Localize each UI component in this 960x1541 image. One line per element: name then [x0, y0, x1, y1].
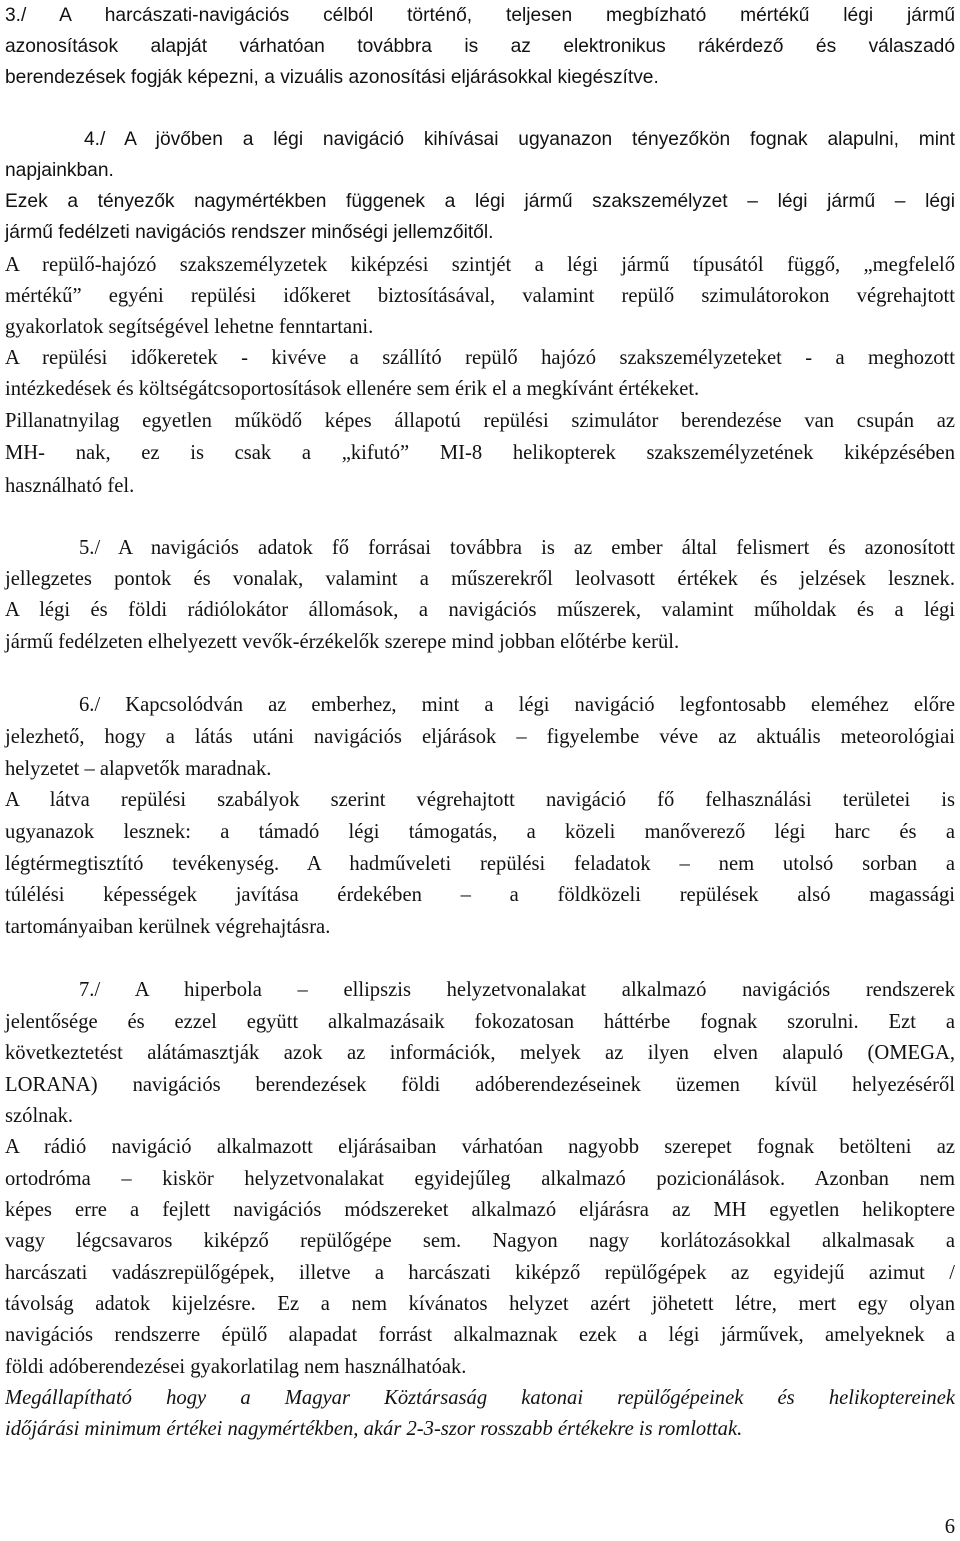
text-line: LORANA) navigációs berendezések földi adóberendezéseinek üzemen kívül helyezéséről [5, 1074, 955, 1096]
text-line: MH- nak, ez is csak a „kifutó” MI-8 helikopterek szakszemélyzetének kiképzésében [5, 442, 955, 464]
text-line: 3./ A harcászati-navigációs célból történő, teljesen megbízható mértékű légi jármű [5, 5, 955, 26]
text-line: mértékű” egyéni repülési időkeret biztosításával, valamint repülő szimulátorokon végrehajtott [5, 285, 955, 307]
text-line: harcászati vadászrepülőgépek, illetve a harcászati kiképző repülőgépek az egyidejű azimut / [5, 1262, 955, 1284]
text-line: jármű fedélzeten elhelyezett vevők-érzékelők szerepe mind jobban előtérbe kerül. [5, 631, 680, 653]
text-line: navigációs rendszerre épülő alapadat forrást alkalmaznak ezek a légi járművek, amelyeknek a [5, 1324, 955, 1346]
text-line: Ezek a tényezők nagymértékben függenek a légi jármű szakszemélyzet – légi jármű – légi [5, 191, 955, 212]
text-line: jármű fedélzeti navigációs rendszer minőségi jellemzőitől. [5, 222, 494, 243]
text-line: berendezések fogják képezni, a vizuális azonosítási eljárásokkal kiegészítve. [5, 67, 659, 88]
text-line: jelentősége és ezzel együtt alkalmazásaik fokozatosan háttérbe fognak szorulni. Ezt a [5, 1011, 955, 1033]
text-line: földi adóberendezései gyakorlatilag nem használhatóak. [5, 1356, 467, 1378]
text-line: 5./ A navigációs adatok fő forrásai továbbra is az ember által felismert és azonosított [79, 537, 955, 559]
text-line: intézkedések és költségátcsoportosítások ellenére sem érik el a megkívánt értékeket. [5, 378, 700, 400]
text-line: napjainkban. [5, 160, 114, 181]
text-line: légtérmegtisztító tevékenység. A hadműveleti repülési feladatok – nem utolsó sorban a [5, 853, 955, 875]
text-line: A rádió navigáció alkalmazott eljárásaiban várhatóan nagyobb szerepet fognak betölteni az [5, 1136, 955, 1158]
text-line: használható fel. [5, 475, 135, 497]
text-line: A repülési időkeretek - kivéve a szállító repülő hajózó szakszemélyzeteket - a meghozott [5, 347, 955, 369]
page-number: 6 [944, 1516, 955, 1538]
conclusion-line: időjárási minimum értékei nagymértékben, akár 2-3-szor rosszabb értékekre is romlottak. [5, 1418, 743, 1440]
text-line: képes erre a fejlett navigációs módszereket alkalmazó eljárásra az MH egyetlen helikoptere [5, 1199, 955, 1221]
text-line: 6./ Kapcsolódván az emberhez, mint a légi navigáció legfontosabb eleméhez előre [79, 694, 955, 716]
text-line: jellegzetes pontok és vonalak, valamint a műszerekről leolvasott értékek és jelzések lesznek. [5, 568, 955, 590]
text-line: ugyanazok lesznek: a támadó légi támogatás, a közeli manőverező légi harc és a [5, 821, 955, 843]
text-line: túlélési képességek javítása érdekében – a földközeli repülések alsó magassági [5, 884, 955, 906]
text-line: A látva repülési szabályok szerint végrehajtott navigáció fő felhasználási területei is [5, 789, 955, 811]
text-line: jelezhető, hogy a látás utáni navigációs eljárások – figyelembe véve az aktuális meteorológiai [5, 726, 955, 748]
text-line: azonosítások alapját várhatóan továbbra is az elektronikus rákérdező és válaszadó [5, 36, 955, 57]
conclusion-line: Megállapítható hogy a Magyar Köztársaság katonai repülőgépeinek és helikoptereinek [5, 1387, 955, 1409]
text-line: helyzetet – alapvetők maradnak. [5, 758, 272, 780]
text-line: A repülő-hajózó szakszemélyzetek kiképzési szintjét a légi jármű típusától függő, „megfelelő [5, 254, 955, 276]
text-line: 4./ A jövőben a légi navigáció kihívásai ugyanazon tényezőkön fognak alapulni, mint [84, 129, 955, 150]
text-line: távolság adatok kijelzésre. Ez a nem kívánatos helyzet azért jöhetett létre, mert egy olyan [5, 1293, 955, 1315]
text-line: 7./ A hiperbola – ellipszis helyzetvonalakat alkalmazó navigációs rendszerek [79, 979, 955, 1001]
text-line: vagy légcsavaros kiképző repülőgépe sem. Nagyon nagy korlátozásokkal alkalmasak a [5, 1230, 955, 1252]
text-line: gyakorlatok segítségével lehetne fenntartani. [5, 316, 374, 338]
text-line: szólnak. [5, 1105, 74, 1127]
text-line: Pillanatnyilag egyetlen működő képes állapotú repülési szimulátor berendezése van csupán az [5, 410, 955, 432]
text-line: következtetést alátámasztják azok az információk, melyek az ilyen elven alapuló (OMEGA, [5, 1042, 955, 1064]
text-line: ortodróma – kiskör helyzetvonalakat egyidejűleg alkalmazó pozicionálások. Azonban nem [5, 1168, 955, 1190]
text-line: A légi és földi rádiólokátor állomások, a navigációs műszerek, valamint műholdak és a légi [5, 599, 955, 621]
text-line: tartományaiban kerülnek végrehajtásra. [5, 916, 331, 938]
